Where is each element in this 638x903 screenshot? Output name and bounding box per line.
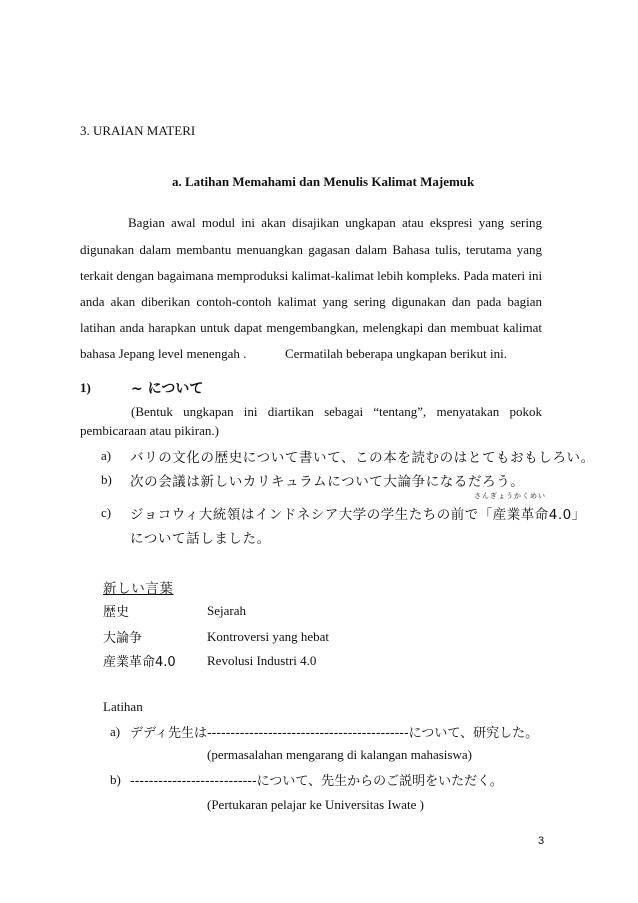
- paragraph-line: latihan anda harapkan untuk dapat mengembangkan, melengkapi dan membuat kalimat: [80, 320, 542, 335]
- vocab-term: 歴史: [103, 605, 130, 620]
- sub-heading: a. Latihan Memahami dan Menulis Kalimat Majemuk: [172, 174, 475, 189]
- exercise-text: デディ先生は-------------------------------------------について、研究した。: [130, 726, 539, 741]
- latihan-title: Latihan: [103, 699, 143, 714]
- exercise-label: b): [110, 772, 121, 787]
- example-label: a): [101, 448, 112, 463]
- paragraph-line: bahasa Jepang level menengah .: [80, 346, 247, 361]
- vocab-meaning: Revolusi Industri 4.0: [207, 653, 317, 668]
- paragraph-line: digunakan dalam membantu menuangkan gagasan dalam Bahasa tulis, terutama yang: [80, 242, 542, 257]
- paragraph-line: Cermatilah beberapa ungkapan berikut ini.: [285, 346, 508, 361]
- exercise-hint: (Pertukaran pelajar ke Universitas Iwate ): [207, 797, 424, 812]
- example-label: b): [101, 472, 112, 487]
- vocab-title: 新しい言葉: [103, 581, 174, 597]
- furigana: さんぎょうかくめい: [474, 492, 546, 500]
- item-description: (Bentuk ungkapan ini diartikan sebagai “tentang”, menyatakan pokok: [131, 404, 542, 419]
- vocab-meaning: Sejarah: [207, 603, 246, 618]
- vocab-term: 大論争: [103, 631, 143, 646]
- exercise-label: a): [110, 724, 121, 739]
- exercise-text: ---------------------------について、先生からのご説明をいただく。: [130, 774, 503, 789]
- example-text: バリの文化の歴史について書いて、この本を読むのはとてもおもしろい。: [130, 450, 595, 466]
- example-label: c): [101, 505, 112, 520]
- item-title: ~ について: [131, 381, 204, 397]
- vocab-meaning: Kontroversi yang hebat: [207, 629, 330, 644]
- section-heading: 3. URAIAN MATERI: [80, 123, 196, 138]
- paragraph-line: Bagian awal modul ini akan disajikan ungkapan atau ekspresi yang sering: [128, 215, 542, 230]
- example-text: ジョコウィ大統領はインドネシア大学の学生たちの前で「産業革命4.0」: [130, 507, 586, 523]
- example-text: 次の会議は新しいカリキュラムについて大論争になるだろう。: [130, 474, 525, 490]
- item-number: 1): [80, 380, 91, 395]
- vocab-term: 産業革命4.0: [103, 655, 176, 670]
- paragraph-line: anda akan diberikan contoh-contoh kalimat yang sering digunakan dan pada bagian: [80, 294, 542, 309]
- example-text-cont: について話しました。: [130, 531, 271, 547]
- paragraph-line: terkait dengan bagaimana memproduksi kalimat-kalimat lebih kompleks. Pada materi ini: [80, 268, 543, 283]
- page-number: 3: [538, 835, 545, 847]
- item-description-cont: pembicaraan atau pikiran.): [80, 423, 219, 438]
- exercise-hint: (permasalahan mengarang di kalangan mahasiswa): [207, 747, 472, 762]
